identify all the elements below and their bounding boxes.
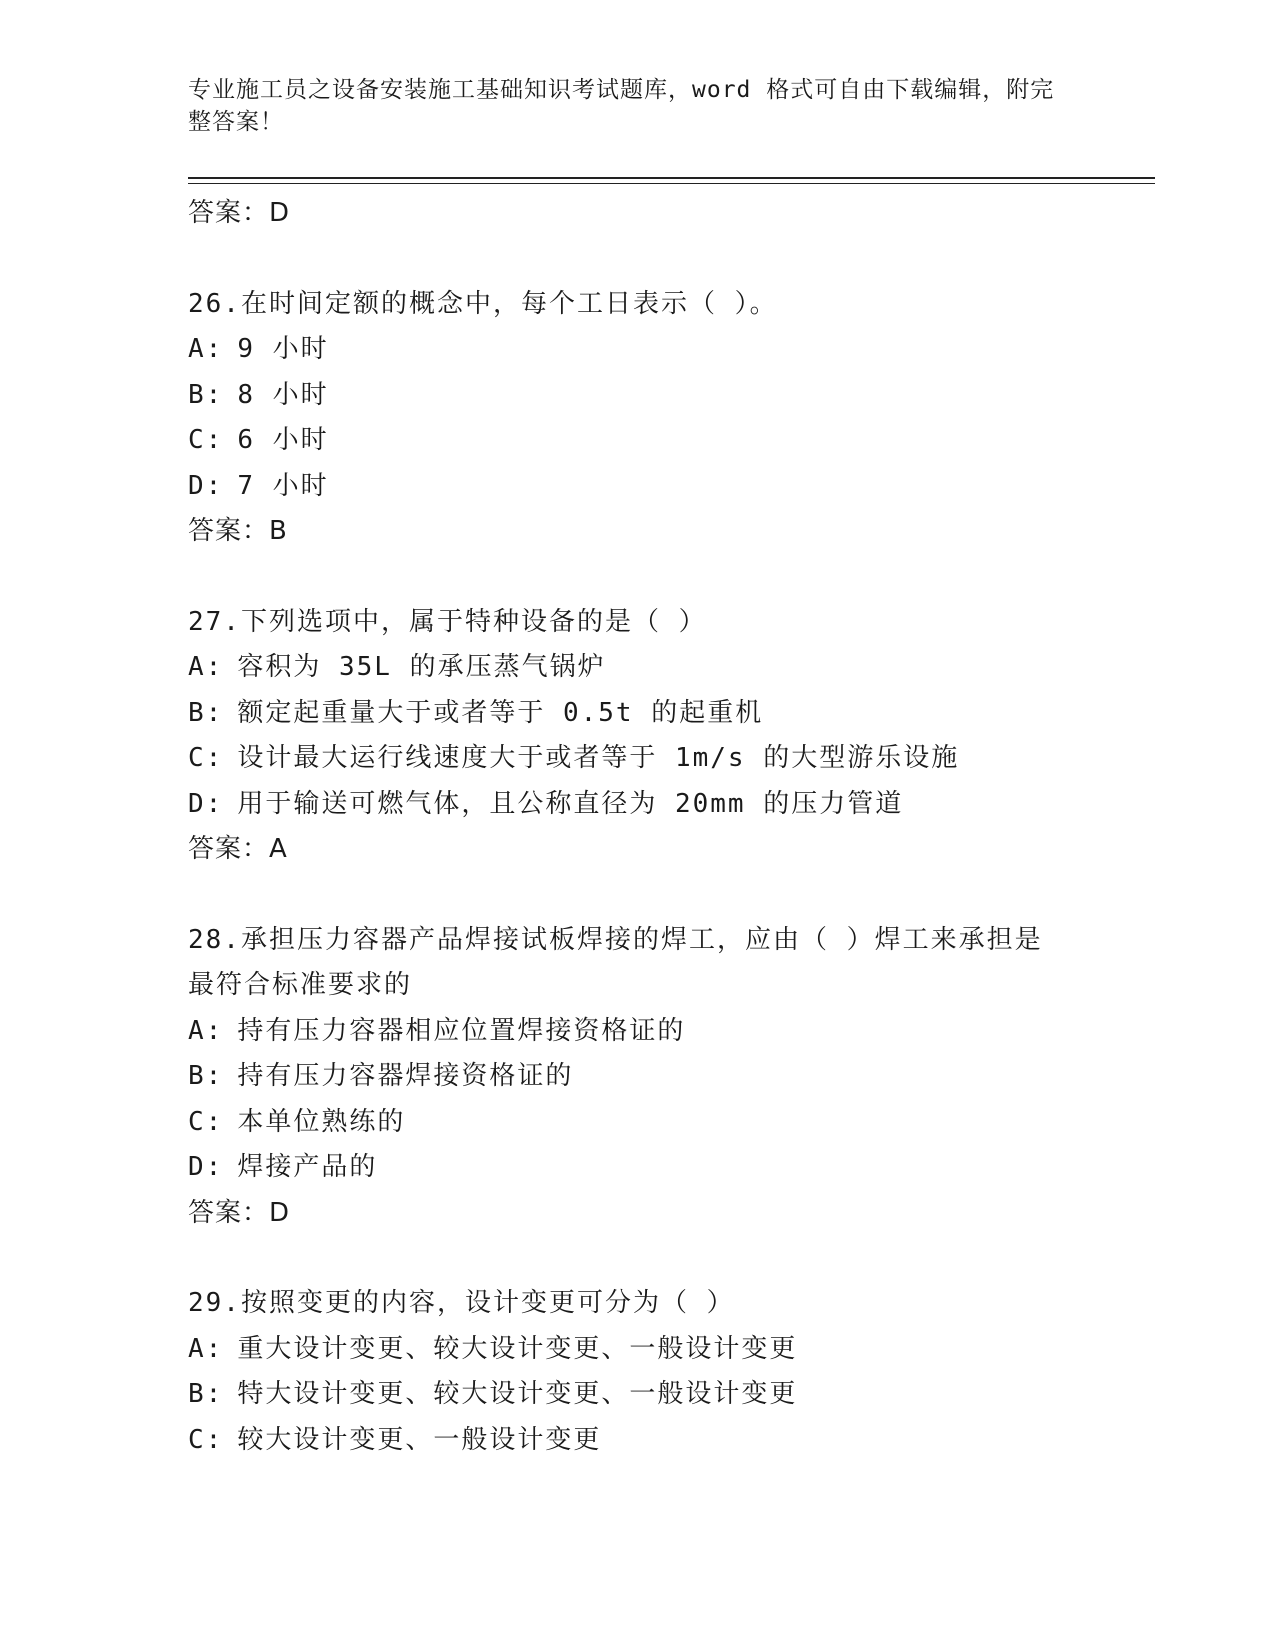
option-d xyxy=(188,1145,1155,1191)
option-text: 设计最大运行线速度大于或者等于 1m/s 的大型游乐设施 xyxy=(237,743,960,773)
option-a xyxy=(188,1009,1155,1055)
answer-line: 答案：A xyxy=(188,834,288,864)
option-b xyxy=(188,373,1155,419)
option-c xyxy=(188,1418,1155,1464)
option-text: 持有压力容器相应位置焊接资格证的 xyxy=(237,1015,686,1046)
option-letter: D: xyxy=(188,1152,224,1182)
spacer xyxy=(188,1236,1155,1281)
question-26 xyxy=(188,282,1155,555)
option-letter: A: xyxy=(188,334,224,364)
option-letter: A: xyxy=(188,1015,224,1046)
option-text: 8 小时 xyxy=(237,379,329,410)
option-text: 特大设计变更、较大设计变更、一般设计变更 xyxy=(237,1379,798,1409)
header-divider-thin xyxy=(188,183,1155,184)
option-letter: C: xyxy=(188,1106,224,1137)
previous-answer: 答案：D xyxy=(188,198,291,228)
header-divider-thick xyxy=(188,177,1155,179)
question-list xyxy=(188,191,1155,1463)
question-stem: 26.在时间定额的概念中，每个工日表示（ ）。 xyxy=(188,288,778,319)
question-stem-continued: 最符合标准要求的 xyxy=(188,970,413,1000)
answer-line: 答案：B xyxy=(188,516,288,546)
option-text: 持有压力容器焊接资格证的 xyxy=(237,1061,574,1091)
option-c xyxy=(188,1100,1155,1146)
option-letter: B: xyxy=(188,379,224,410)
document-header xyxy=(188,74,1068,138)
option-a xyxy=(188,645,1155,691)
option-letter: C: xyxy=(188,743,224,773)
option-letter: C: xyxy=(188,425,224,455)
option-text: 重大设计变更、较大设计变更、一般设计变更 xyxy=(237,1333,798,1364)
option-text: 7 小时 xyxy=(237,470,329,501)
spacer xyxy=(188,555,1155,600)
option-text: 额定起重量大于或者等于 0.5t 的起重机 xyxy=(237,697,764,728)
header-title-line-2: 整答案！ xyxy=(188,109,284,135)
option-letter: A: xyxy=(188,652,224,682)
question-stem: 27.下列选项中，属于特种设备的是（ ） xyxy=(188,606,707,637)
option-letter: B: xyxy=(188,1061,224,1091)
option-text: 较大设计变更、一般设计变更 xyxy=(237,1424,602,1455)
option-text: 6 小时 xyxy=(237,425,329,455)
option-a xyxy=(188,1327,1155,1373)
option-d xyxy=(188,782,1155,828)
option-b xyxy=(188,1054,1155,1100)
option-text: 9 小时 xyxy=(237,334,329,364)
option-c xyxy=(188,418,1155,464)
option-letter: B: xyxy=(188,697,224,728)
option-text: 容积为 35L 的承压蒸气锅炉 xyxy=(237,652,606,682)
question-27 xyxy=(188,600,1155,873)
option-letter: C: xyxy=(188,1424,224,1455)
spacer xyxy=(188,873,1155,918)
option-letter: A: xyxy=(188,1333,224,1364)
option-text: 本单位熟练的 xyxy=(237,1106,406,1137)
option-letter: B: xyxy=(188,1379,224,1409)
question-28 xyxy=(188,918,1155,1237)
option-letter: D: xyxy=(188,788,224,819)
header-title-line-1: 专业施工员之设备安装施工基础知识考试题库，word 格式可自由下载编辑，附完 xyxy=(188,77,1055,103)
option-a xyxy=(188,327,1155,373)
option-letter: D: xyxy=(188,470,224,501)
option-c xyxy=(188,736,1155,782)
spacer xyxy=(188,237,1155,282)
question-stem: 28.承担压力容器产品焊接试板焊接的焊工，应由（ ）焊工来承担是 xyxy=(188,924,1043,955)
option-d xyxy=(188,464,1155,510)
option-text: 用于输送可燃气体，且公称直径为 20mm 的压力管道 xyxy=(237,788,904,819)
answer-line: 答案：D xyxy=(188,1197,291,1228)
option-b xyxy=(188,691,1155,737)
question-29 xyxy=(188,1281,1155,1463)
question-stem: 29.按照变更的内容，设计变更可分为（ ） xyxy=(188,1288,735,1318)
option-b xyxy=(188,1372,1155,1418)
option-text: 焊接产品的 xyxy=(237,1152,378,1182)
